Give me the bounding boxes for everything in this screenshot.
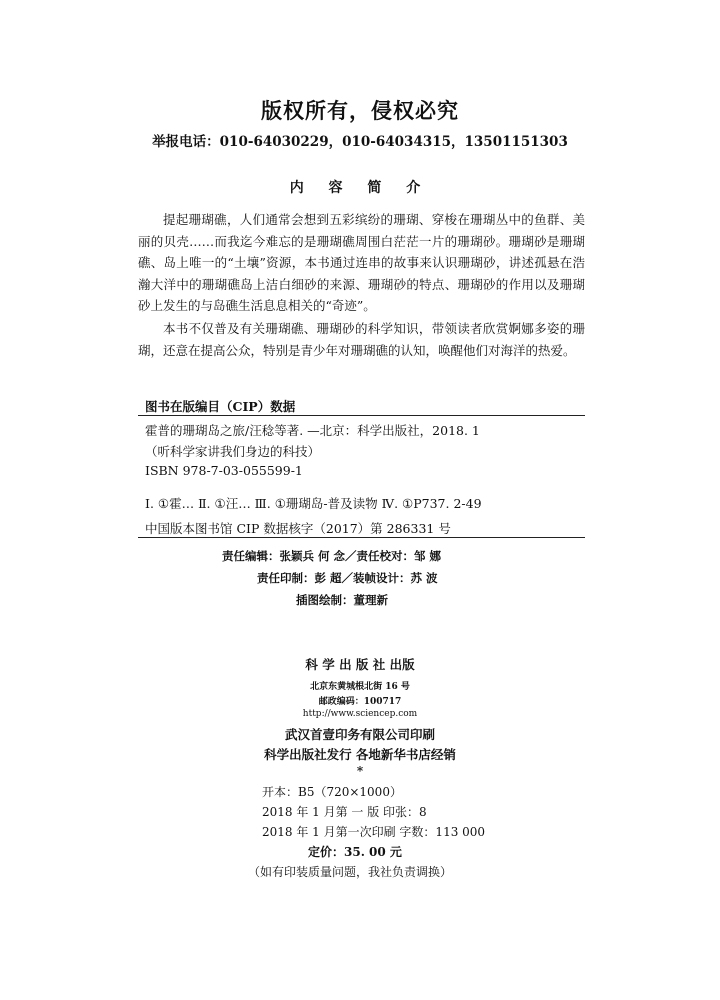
- report-hotline: 举报电话：010-64030229，010-64034315，13501151303: [152, 134, 568, 150]
- publisher-address: 北京东黄城根北街 16 号: [310, 682, 410, 692]
- printer-name: 武汉首壹印务有限公司印刷: [284, 727, 435, 742]
- cip-record-number: 中国版本图书馆 CIP 数据核字（2017）第 286331 号: [145, 521, 451, 536]
- summary-paragraph-2-text: 本书不仅普及有关珊瑚礁、珊瑚砂的科学知识，带领读者欣赏婀娜多姿的珊瑚，还意在提高公众，特别是青少年对珊瑚礁的认知，唤醒他们对海洋的热爱。: [138, 321, 585, 358]
- cip-top-rule: [138, 415, 585, 416]
- cip-classification: Ⅰ. ①霍… Ⅱ. ①汪… Ⅲ. ①珊瑚岛-普及读物 Ⅳ. ①P737. 2-49: [145, 496, 482, 511]
- distribution-line: 科学出版社发行 各地新华书店经销: [264, 747, 456, 762]
- summary-paragraph-2: [138, 318, 585, 361]
- summary-paragraph-1-text: 提起珊瑚礁，人们通常会想到五彩缤纷的珊瑚、穿梭在珊瑚丛中的鱼群、美丽的贝壳……而我迄今难忘的是珊瑚礁周围白茫茫一片的珊瑚砂。珊瑚砂是珊瑚礁、岛上唯一的“土壤”资源，本书通过连串的故事来认识珊瑚砂，讲述孤悬在浩瀚大洋中的珊瑚礁岛上洁白细砂的来源、珊瑚砂的特点、珊瑚砂的作用以及珊瑚砂上发生的与岛礁生活息息相关的“奇迹”。: [138, 212, 585, 313]
- summary-heading: 内 容 简 介: [289, 180, 431, 196]
- cip-heading: 图书在版编目（CIP）数据: [145, 399, 296, 414]
- book-format: 开本：B5（720×1000）: [262, 785, 402, 799]
- price-line: 定价：35. 00 元: [308, 845, 402, 859]
- credits-editor-line: 责任编辑：张颖兵 何 念／责任校对：邹 娜: [222, 549, 442, 563]
- quality-notice: （如有印装质量问题，我社负责调换）: [248, 865, 453, 879]
- cip-bottom-rule: [138, 537, 585, 538]
- printing-line: 2018 年 1 月第一次印刷 字数：113 000: [262, 825, 486, 839]
- summary-paragraph-1: [138, 209, 585, 317]
- publisher-website: http://www.sciencep.com: [302, 709, 418, 719]
- copyright-title: 版权所有，侵权必究: [261, 98, 459, 123]
- publisher-name: 科 学 出 版 社 出版: [305, 657, 415, 672]
- publisher-postcode: 邮政编码：100717: [318, 697, 402, 707]
- credits-illustrator-line: 插图绘制：董理新: [296, 593, 388, 607]
- separator-asterisk: *: [356, 764, 364, 778]
- cip-title-line: 霍普的珊瑚岛之旅/汪稔等著. —北京：科学出版社，2018. 1: [145, 423, 480, 438]
- cip-isbn: ISBN 978-7-03-055599-1: [145, 463, 303, 478]
- credits-print-design-line: 责任印制：彭 超／装帧设计：苏 波: [257, 571, 438, 585]
- cip-series-line: （听科学家讲我们身边的科技）: [145, 444, 321, 459]
- edition-line: 2018 年 1 月第 一 版 印张：8: [262, 805, 427, 819]
